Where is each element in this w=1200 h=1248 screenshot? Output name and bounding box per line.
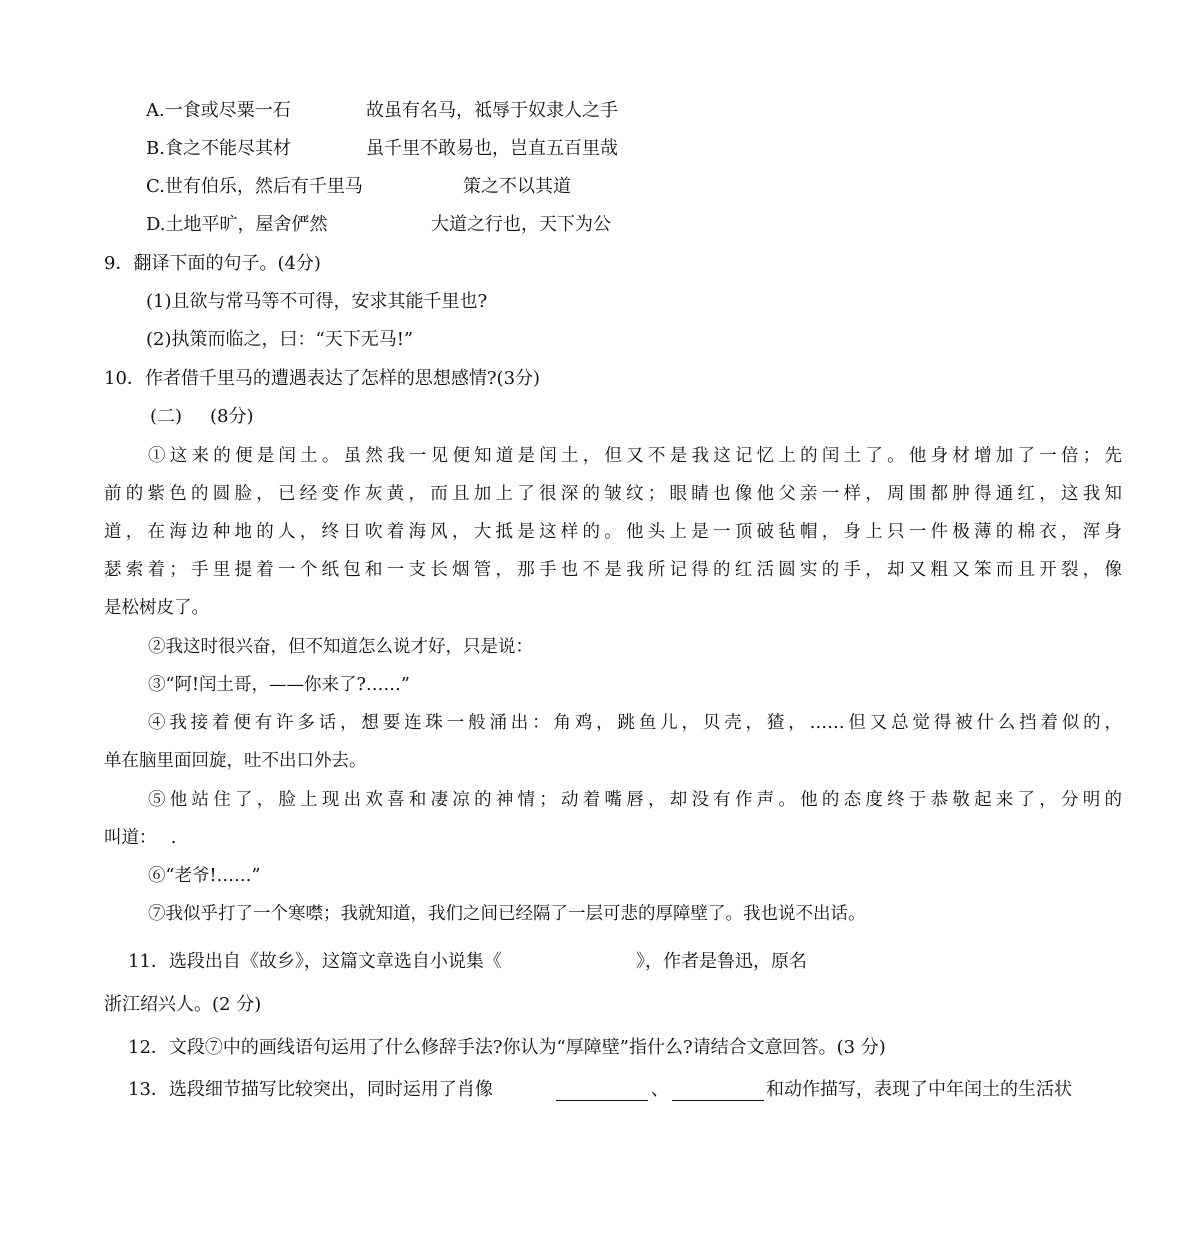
paragraph-4-line: 单在脑里面回旋，吐不出口外去。	[104, 751, 367, 771]
question-13-part-b: 和动作描写，表现了中年闰土的生活状	[766, 1079, 1072, 1100]
question-9-sentence-1: (1)且欲与常马等不可得，安求其能千里也?	[146, 291, 488, 312]
paragraph-1-line: 前的紫色的圆脸，已经变作灰黄，而且加上了很深的皱纹；眼睛也像他父亲一样，周围都肿得通红，这我知	[104, 484, 1122, 504]
question-11-part-a: 11．选段出自《故乡》，这篇文章选自小说集《	[128, 951, 502, 972]
option-b-right: 虽千里不敢易也，岂直五百里哉	[366, 138, 618, 159]
question-12: 12．文段⑦中的画线语句运用了什么修辞手法?你认为“厚障壁”指什么?请结合文意回答。(3 分)	[128, 1037, 886, 1058]
question-9-sentence-2: (2)执策而临之，曰：“天下无马!”	[146, 329, 414, 350]
paragraph-1-line: 是松树皮了。	[104, 598, 209, 618]
paragraph-5-line: ⑤他站住了，脸上现出欢喜和凄凉的神情；动着嘴唇，却没有作声。他的态度终于恭敬起来了，分明的	[148, 790, 1122, 810]
option-c-right: 策之不以其道	[463, 176, 571, 197]
question-10: 10．作者借千里马的遭遇表达了怎样的思想感情?(3分)	[104, 368, 541, 389]
option-a-right: 故虽有名马，祗辱于奴隶人之手	[366, 100, 618, 121]
paragraph-1-line: 瑟索着；手里提着一个纸包和一支长烟管，那手也不是我所记得的红活圆实的手，却又粗又笨而且开裂，像	[104, 560, 1122, 580]
option-d-left: D.土地平旷，屋舍俨然	[146, 214, 328, 235]
question-11-part-c: 浙江绍兴人。(2 分)	[104, 994, 262, 1015]
answer-blank[interactable]	[672, 1082, 764, 1101]
paragraph-2: ②我这时很兴奋，但不知道怎么说才好，只是说：	[148, 637, 533, 657]
option-d-right: 大道之行也，天下为公	[431, 214, 611, 235]
paragraph-3: ③“阿!闰土哥，——你来了?……”	[148, 675, 410, 695]
paragraph-1-line: 道，在海边种地的人，终日吹着海风，大抵是这样的。他头上是一顶破毡帽，身上只一件极薄的棉衣，浑身	[104, 522, 1122, 542]
paragraph-7: ⑦我似乎打了一个寒噤；我就知道，我们之间已经隔了一层可悲的厚障壁了。我也说不出话。	[148, 904, 866, 924]
option-c-left: C.世有伯乐，然后有千里马	[146, 176, 363, 197]
question-13-separator: 、	[651, 1079, 669, 1100]
paragraph-1-line: ①这来的便是闰土。虽然我一见便知道是闰土，但又不是我这记忆上的闰土了。他身材增加了一倍；先	[148, 446, 1122, 466]
question-11-part-b: 》，作者是鲁迅，原名	[636, 951, 807, 972]
option-a-left: A.一食或尽粟一石	[146, 100, 291, 121]
question-13-part-a: 13．选段细节描写比较突出，同时运用了肖像	[128, 1079, 493, 1100]
option-b-left: B.食之不能尽其材	[146, 138, 291, 159]
paragraph-6: ⑥“老爷!……”	[148, 866, 261, 886]
paragraph-5-line: 叫道： .	[104, 828, 177, 848]
answer-blank[interactable]	[556, 1082, 648, 1101]
paragraph-4-line: ④我接着便有许多话，想要连珠一般涌出：角鸡，跳鱼儿，贝壳，猹，……但又总觉得被什么挡着似的，	[148, 713, 1122, 733]
section-score: (8分)	[210, 406, 254, 427]
question-9-stem: 9．翻译下面的句子。(4分)	[104, 253, 321, 274]
section-title: (二)	[150, 406, 183, 427]
